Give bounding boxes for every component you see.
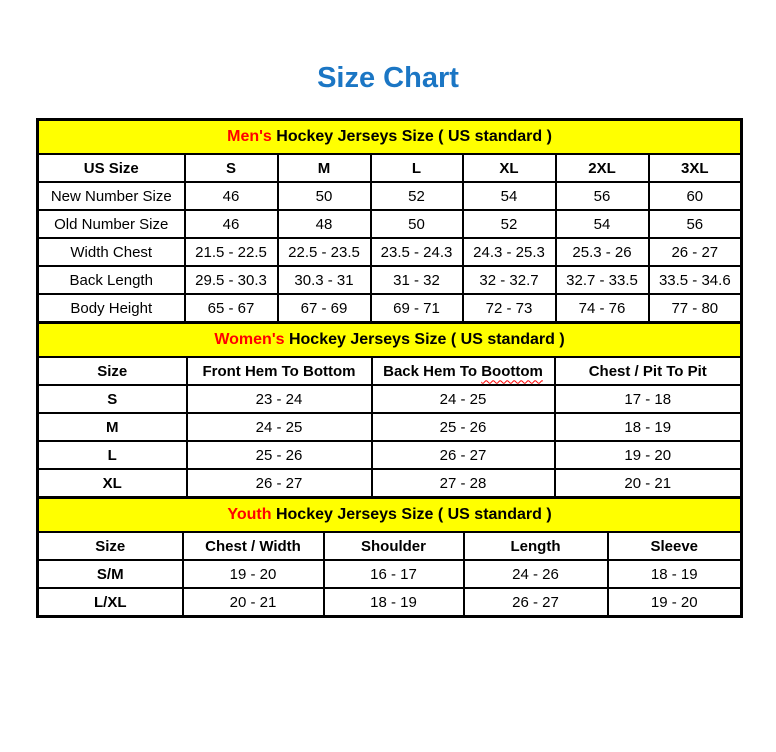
womens-row-label: L — [38, 441, 187, 469]
mens-header-row — [38, 154, 742, 182]
mens-data-cell: 23.5 - 24.3 — [371, 238, 463, 266]
womens-data-cell: 18 - 19 — [555, 413, 742, 441]
mens-row-label: Width Chest — [38, 238, 185, 266]
mens-header-cell: XL — [463, 154, 556, 182]
womens-data-cell: 20 - 21 — [555, 469, 742, 498]
mens-table-title — [38, 120, 742, 155]
mens-data-cell: 46 — [185, 210, 278, 238]
mens-data-row — [38, 294, 742, 323]
mens-data-row — [38, 210, 742, 238]
womens-data-cell: 19 - 20 — [555, 441, 742, 469]
womens-data-cell: 25 - 26 — [187, 441, 372, 469]
mens-data-cell: 46 — [185, 182, 278, 210]
mens-header-cell: M — [278, 154, 371, 182]
youth-header-cell: Sleeve — [608, 532, 742, 560]
mens-data-cell: 48 — [278, 210, 371, 238]
youth-data-cell: 19 - 20 — [183, 560, 324, 588]
womens-data-cell: 25 - 26 — [372, 413, 555, 441]
youth-header-cell: Shoulder — [324, 532, 464, 560]
youth-row-label: S/M — [38, 560, 183, 588]
womens-size-table — [36, 321, 743, 499]
mens-row-label: New Number Size — [38, 182, 185, 210]
youth-tbody — [38, 498, 742, 617]
womens-header-cell: Chest / Pit To Pit — [555, 357, 742, 385]
mens-row-label: Body Height — [38, 294, 185, 323]
youth-data-cell: 26 - 27 — [464, 588, 608, 617]
womens-data-row — [38, 385, 742, 413]
mens-data-cell: 56 — [649, 210, 742, 238]
womens-title-rest: Hockey Jerseys Size ( US standard ) — [284, 331, 565, 348]
mens-size-table — [36, 118, 743, 324]
mens-data-cell: 30.3 - 31 — [278, 266, 371, 294]
youth-header-cell: Length — [464, 532, 608, 560]
size-tables-container — [36, 118, 740, 618]
womens-data-cell: 17 - 18 — [555, 385, 742, 413]
youth-header-cell: Chest / Width — [183, 532, 324, 560]
mens-header-cell: 2XL — [556, 154, 649, 182]
mens-data-cell: 72 - 73 — [463, 294, 556, 323]
mens-data-cell: 32.7 - 33.5 — [556, 266, 649, 294]
womens-header-cell — [372, 357, 555, 385]
mens-data-cell: 69 - 71 — [371, 294, 463, 323]
mens-header-cell: S — [185, 154, 278, 182]
womens-tbody — [38, 323, 742, 498]
mens-data-cell: 29.5 - 30.3 — [185, 266, 278, 294]
youth-band-row — [38, 498, 742, 533]
womens-row-label: S — [38, 385, 187, 413]
mens-data-cell: 33.5 - 34.6 — [649, 266, 742, 294]
mens-data-cell: 52 — [371, 182, 463, 210]
womens-data-cell: 26 - 27 — [372, 441, 555, 469]
mens-band-row — [38, 120, 742, 155]
mens-data-cell: 67 - 69 — [278, 294, 371, 323]
mens-data-cell: 65 - 67 — [185, 294, 278, 323]
womens-data-cell: 24 - 25 — [372, 385, 555, 413]
mens-data-cell: 54 — [556, 210, 649, 238]
youth-header-cell: Size — [38, 532, 183, 560]
mens-data-row — [38, 182, 742, 210]
mens-tbody — [38, 120, 742, 323]
womens-header-row — [38, 357, 742, 385]
womens-header-text: Back Hem To — [383, 362, 482, 380]
youth-data-cell: 24 - 26 — [464, 560, 608, 588]
womens-data-row — [38, 413, 742, 441]
womens-data-row — [38, 441, 742, 469]
youth-data-row — [38, 588, 742, 617]
mens-row-label: Old Number Size — [38, 210, 185, 238]
mens-data-cell: 56 — [556, 182, 649, 210]
youth-data-row — [38, 560, 742, 588]
womens-data-row — [38, 469, 742, 498]
mens-data-row — [38, 266, 742, 294]
womens-header-cell: Front Hem To Bottom — [187, 357, 372, 385]
mens-data-cell: 77 - 80 — [649, 294, 742, 323]
mens-data-cell: 50 — [278, 182, 371, 210]
womens-header-cell: Size — [38, 357, 187, 385]
mens-data-cell: 54 — [463, 182, 556, 210]
mens-header-cell: L — [371, 154, 463, 182]
womens-band-row — [38, 323, 742, 358]
mens-data-cell: 31 - 32 — [371, 266, 463, 294]
misspelled-word: Boottom — [481, 362, 543, 380]
youth-title-rest: Hockey Jerseys Size ( US standard ) — [271, 506, 552, 523]
youth-data-cell: 20 - 21 — [183, 588, 324, 617]
youth-data-cell: 18 - 19 — [324, 588, 464, 617]
mens-data-cell: 24.3 - 25.3 — [463, 238, 556, 266]
mens-title-rest: Hockey Jerseys Size ( US standard ) — [271, 128, 552, 145]
mens-data-cell: 52 — [463, 210, 556, 238]
mens-data-cell: 60 — [649, 182, 742, 210]
mens-header-cell: US Size — [38, 154, 185, 182]
youth-table-title — [38, 498, 742, 533]
mens-data-row — [38, 238, 742, 266]
womens-table-title — [38, 323, 742, 358]
youth-size-table — [36, 496, 743, 618]
mens-data-cell: 22.5 - 23.5 — [278, 238, 371, 266]
womens-data-cell: 24 - 25 — [187, 413, 372, 441]
mens-data-cell: 50 — [371, 210, 463, 238]
page-title: Size Chart — [317, 62, 459, 94]
mens-accent-label: Men's — [227, 128, 272, 145]
youth-header-row — [38, 532, 742, 560]
youth-row-label: L/XL — [38, 588, 183, 617]
mens-data-cell: 21.5 - 22.5 — [185, 238, 278, 266]
womens-data-cell: 27 - 28 — [372, 469, 555, 498]
womens-row-label: M — [38, 413, 187, 441]
mens-row-label: Back Length — [38, 266, 185, 294]
mens-header-cell: 3XL — [649, 154, 742, 182]
womens-accent-label: Women's — [214, 331, 285, 348]
womens-row-label: XL — [38, 469, 187, 498]
womens-data-cell: 26 - 27 — [187, 469, 372, 498]
youth-accent-label: Youth — [227, 506, 272, 523]
mens-data-cell: 74 - 76 — [556, 294, 649, 323]
youth-data-cell: 18 - 19 — [608, 560, 742, 588]
youth-data-cell: 16 - 17 — [324, 560, 464, 588]
womens-data-cell: 23 - 24 — [187, 385, 372, 413]
mens-data-cell: 25.3 - 26 — [556, 238, 649, 266]
mens-data-cell: 32 - 32.7 — [463, 266, 556, 294]
youth-data-cell: 19 - 20 — [608, 588, 742, 617]
mens-data-cell: 26 - 27 — [649, 238, 742, 266]
